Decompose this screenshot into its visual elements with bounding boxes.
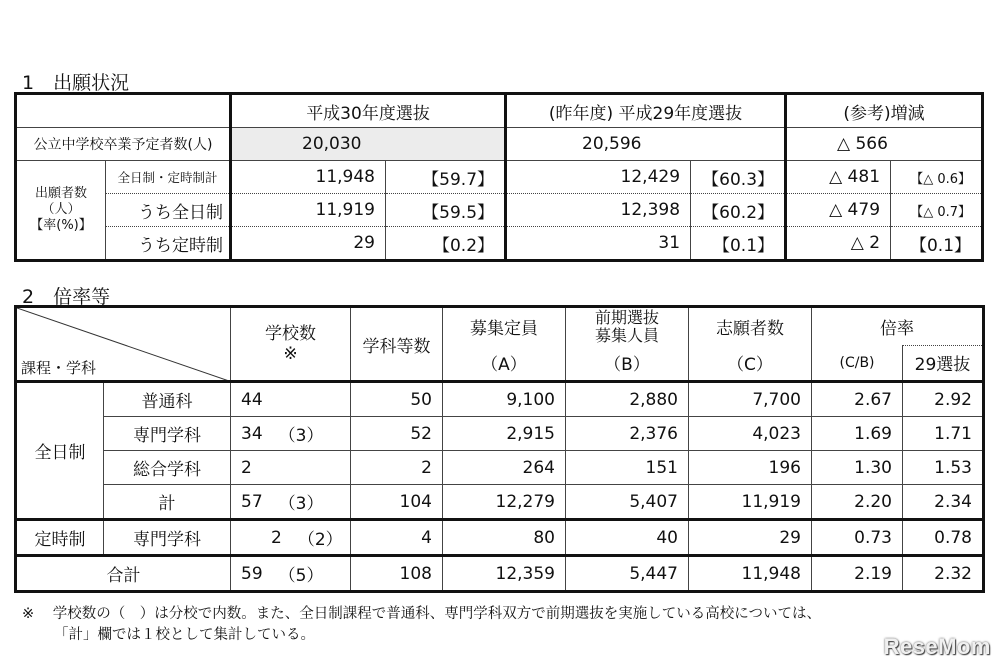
applicants-row-total xyxy=(16,161,983,194)
applicants-cell: 196 xyxy=(689,451,812,485)
schools-cell xyxy=(231,520,351,556)
depts-cell: 4 xyxy=(351,520,443,556)
value-h30: 11,948 xyxy=(231,161,386,194)
parttime-label: 定時制 xyxy=(16,520,104,556)
value-h29: 31 xyxy=(506,227,691,261)
quota-cell: 9,100 xyxy=(443,382,566,417)
footnote xyxy=(22,602,821,623)
header-ratio-cb: (C/B) xyxy=(812,345,903,381)
total-label: 合計 xyxy=(16,556,231,592)
dept-cell: 普通科 xyxy=(104,382,231,417)
header-applicants: 志願者数 xyxy=(689,307,812,346)
applicants-row-fulltime xyxy=(16,194,983,227)
header-h29: (昨年度) 平成29年度選抜 xyxy=(506,94,786,128)
schools-cell xyxy=(231,485,351,520)
ratio-cell: 2.19 xyxy=(812,556,903,592)
header-early-sub: （B） xyxy=(566,345,689,381)
footnote-line1: 学校数の（ ）は分校で内数。また、全日制課程で普通科、専門学科双方で前期選抜を実施している高校については、 xyxy=(52,606,821,622)
ratio29-cell: 2.34 xyxy=(903,485,984,520)
corner-cell xyxy=(16,307,231,382)
applicants-row-parttime xyxy=(16,227,983,261)
depts-cell: 50 xyxy=(351,382,443,417)
row-label: うち全日制 xyxy=(106,194,231,227)
schools-cell xyxy=(231,451,351,485)
row-label: うち定時制 xyxy=(106,227,231,261)
table-row xyxy=(16,417,984,451)
header-diff: (参考)増減 xyxy=(786,94,983,128)
table-row xyxy=(16,382,984,417)
rate-h29: 【60.2】 xyxy=(691,194,786,227)
branch-value: （3） xyxy=(278,426,324,446)
header-depts: 学科等数 xyxy=(351,307,443,382)
graduates-diff: △ 566 xyxy=(786,128,983,161)
schools-value: 34 xyxy=(241,423,263,444)
depts-cell: 108 xyxy=(351,556,443,592)
header-ratio-29: 29選抜 xyxy=(903,345,984,381)
value-h29: 12,429 xyxy=(506,161,691,194)
header-row-1 xyxy=(16,307,984,346)
dept-cell: 計 xyxy=(104,485,231,520)
early-cell: 40 xyxy=(566,520,689,556)
header-schools-text: 学校数 xyxy=(265,324,316,344)
schools-cell xyxy=(231,382,351,417)
header-schools xyxy=(231,307,351,382)
ratio29-cell: 0.78 xyxy=(903,520,984,556)
graduates-row xyxy=(16,128,983,161)
fulltime-label: 全日制 xyxy=(16,382,104,520)
early-cell: 151 xyxy=(566,451,689,485)
value-diff: △ 481 xyxy=(786,161,891,194)
ratio29-cell: 1.53 xyxy=(903,451,984,485)
schools-value: 59 xyxy=(241,563,263,584)
schools-cell xyxy=(231,556,351,592)
quota-cell: 12,359 xyxy=(443,556,566,592)
applicants-cell: 11,919 xyxy=(689,485,812,520)
graduates-h29: 20,596 xyxy=(506,128,786,161)
applicants-cell: 4,023 xyxy=(689,417,812,451)
early-cell: 5,447 xyxy=(566,556,689,592)
schools-value: 57 xyxy=(241,491,263,512)
header-quota: 募集定員 xyxy=(443,307,566,346)
resemom-logo: ReseMom xyxy=(883,634,991,659)
rate-diff: 【△ 0.6】 xyxy=(891,161,983,194)
schools-value: 2 xyxy=(241,457,252,478)
header-early: 前期選抜 募集人員 xyxy=(566,307,689,346)
early-cell: 2,880 xyxy=(566,382,689,417)
early-cell: 2,376 xyxy=(566,417,689,451)
value-h29: 12,398 xyxy=(506,194,691,227)
branch-value: （5） xyxy=(278,566,324,586)
parttime-row xyxy=(16,520,984,556)
ratio29-cell: 1.71 xyxy=(903,417,984,451)
header-ratio: 倍率 xyxy=(812,307,984,346)
schools-value: 2 xyxy=(271,527,282,548)
branch-value: （3） xyxy=(278,494,324,514)
applicants-cell: 29 xyxy=(689,520,812,556)
ratio-table xyxy=(14,305,985,593)
section1-title: 1 出願状況 xyxy=(22,72,130,94)
table-row-subtotal xyxy=(16,485,984,520)
header-quota-sub: （A） xyxy=(443,345,566,381)
applicants-cell: 11,948 xyxy=(689,556,812,592)
header-schools-mark: ※ xyxy=(283,344,298,364)
depts-cell: 52 xyxy=(351,417,443,451)
ratio-cell: 2.67 xyxy=(812,382,903,417)
branch-value: （2） xyxy=(297,530,343,550)
quota-cell: 2,915 xyxy=(443,417,566,451)
rate-h30: 【0.2】 xyxy=(386,227,506,261)
header-h30: 平成30年度選抜 xyxy=(231,94,506,128)
schools-value: 44 xyxy=(241,389,263,410)
ratio-cell: 1.69 xyxy=(812,417,903,451)
dept-cell: 専門学科 xyxy=(104,417,231,451)
ratio29-cell: 2.92 xyxy=(903,382,984,417)
application-status-table xyxy=(14,92,984,262)
early-cell: 5,407 xyxy=(566,485,689,520)
header-applicants-sub: （C） xyxy=(689,345,812,381)
dept-cell: 専門学科 xyxy=(104,520,231,556)
value-h30: 29 xyxy=(231,227,386,261)
footnote-mark: ※ xyxy=(22,606,35,622)
corner-label: 課程・学科 xyxy=(21,359,97,377)
applicants-label: 出願者数 （人） 【率(%)】 xyxy=(16,161,106,261)
table-row xyxy=(16,451,984,485)
quota-cell: 264 xyxy=(443,451,566,485)
footnote-line2: 「計」欄では１校として集計している。 xyxy=(54,627,315,643)
rate-h29: 【60.3】 xyxy=(691,161,786,194)
ratio-cell: 1.30 xyxy=(812,451,903,485)
quota-cell: 12,279 xyxy=(443,485,566,520)
rate-diff: 【0.1】 xyxy=(891,227,983,261)
rate-h30: 【59.7】 xyxy=(386,161,506,194)
applicants-cell: 7,700 xyxy=(689,382,812,417)
rate-diff: 【△ 0.7】 xyxy=(891,194,983,227)
dept-cell: 総合学科 xyxy=(104,451,231,485)
ratio29-cell: 2.32 xyxy=(903,556,984,592)
value-diff: △ 2 xyxy=(786,227,891,261)
depts-cell: 104 xyxy=(351,485,443,520)
total-row xyxy=(16,556,984,592)
ratio-cell: 0.73 xyxy=(812,520,903,556)
value-h30: 11,919 xyxy=(231,194,386,227)
table-header-row xyxy=(16,94,983,128)
graduates-label: 公立中学校卒業予定者数(人) xyxy=(16,128,231,161)
section2-title: 2 倍率等 xyxy=(22,286,111,308)
rate-h29: 【0.1】 xyxy=(691,227,786,261)
value-diff: △ 479 xyxy=(786,194,891,227)
row-label: 全日制・定時制計 xyxy=(106,161,231,194)
schools-cell xyxy=(231,417,351,451)
quota-cell: 80 xyxy=(443,520,566,556)
ratio-cell: 2.20 xyxy=(812,485,903,520)
rate-h30: 【59.5】 xyxy=(386,194,506,227)
depts-cell: 2 xyxy=(351,451,443,485)
graduates-h30: 20,030 xyxy=(231,128,506,161)
